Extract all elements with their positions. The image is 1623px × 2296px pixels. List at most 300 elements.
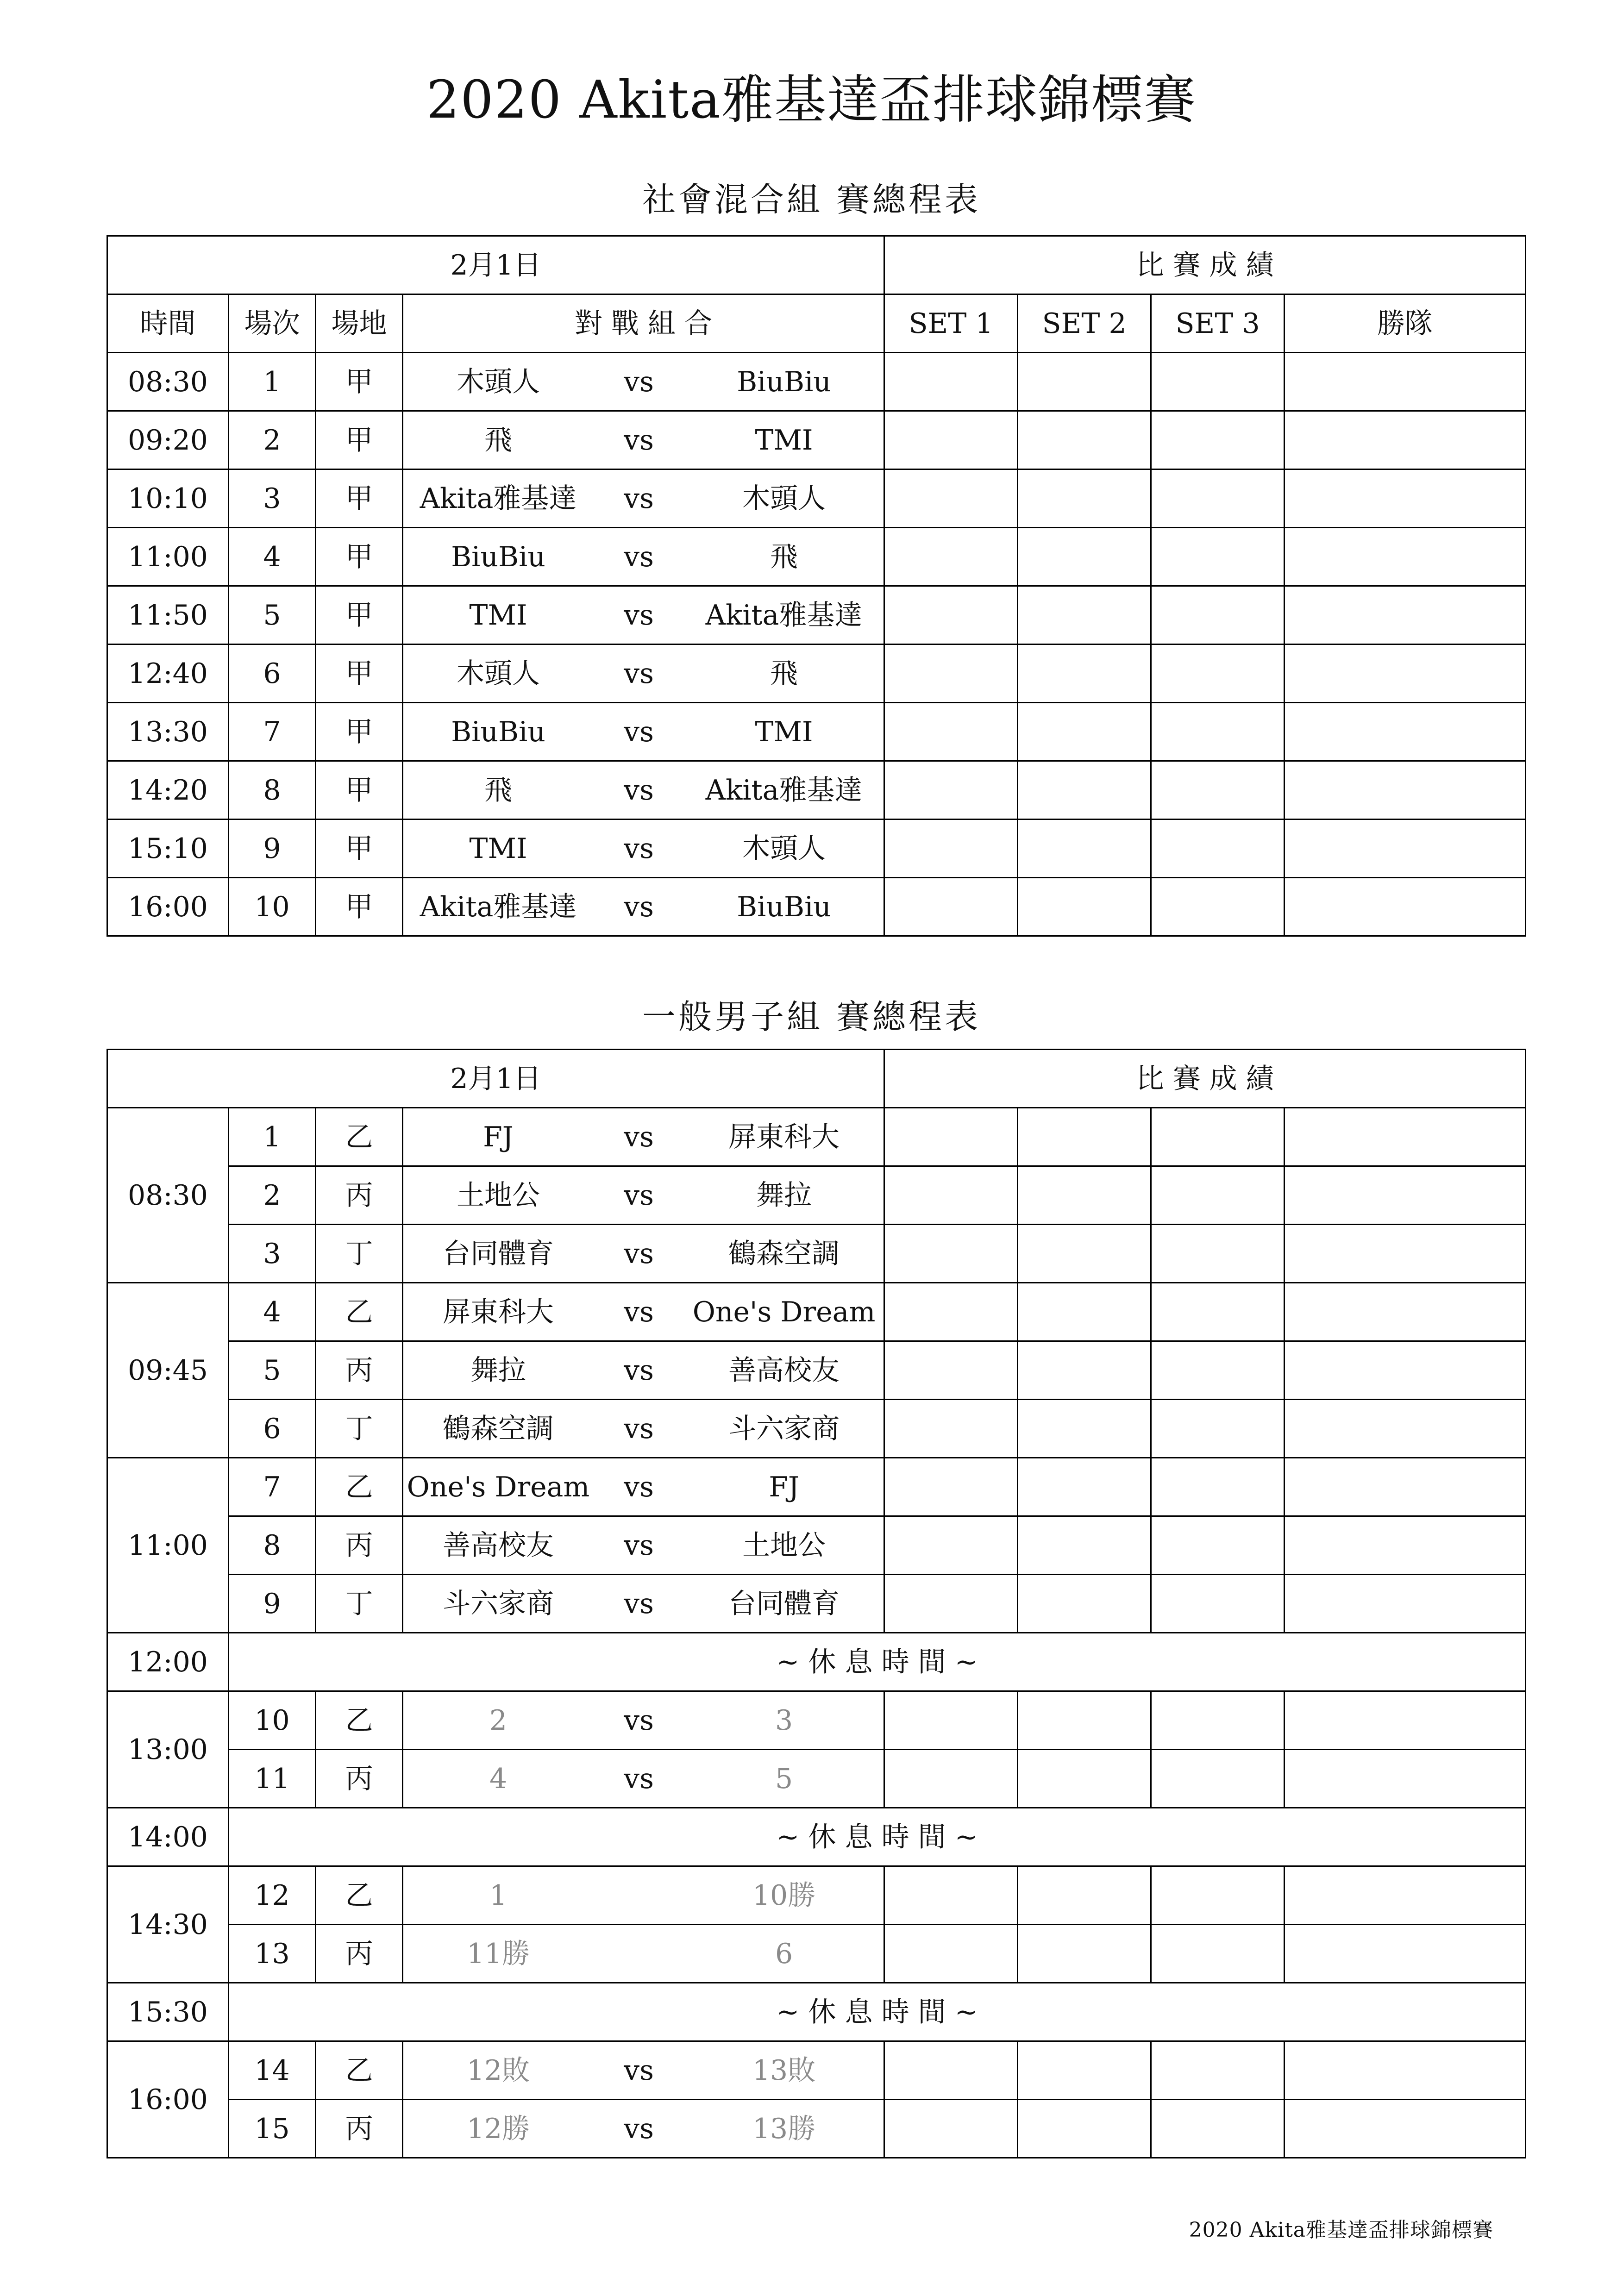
match-no-cell: 1 [229, 1108, 316, 1166]
table-row [107, 644, 1526, 703]
matchup-cell [403, 1400, 884, 1458]
team-a: 1 [489, 1879, 508, 1912]
team-b: 6 [775, 1937, 793, 1970]
set3-score-cell[interactable] [1151, 2100, 1285, 2158]
set3-score-cell[interactable] [1151, 2041, 1285, 2100]
team-a: 土地公 [457, 1179, 540, 1212]
winner-cell[interactable] [1285, 528, 1526, 586]
court-cell: 甲 [316, 820, 403, 878]
vs-label: vs [624, 1179, 654, 1212]
set1-score-cell[interactable] [884, 703, 1018, 761]
set1-score-cell[interactable] [884, 1400, 1018, 1458]
set1-score-cell[interactable] [884, 644, 1018, 703]
court-cell: 丙 [316, 1750, 403, 1808]
mixed-schedule-table [107, 235, 1526, 937]
set1-score-cell[interactable] [884, 820, 1018, 878]
set3-score-cell[interactable] [1151, 1866, 1285, 1925]
header-set2: SET 2 [1018, 294, 1151, 353]
set1-score-cell[interactable] [884, 1750, 1018, 1808]
team-b: 13敗 [752, 2054, 816, 2087]
team-a: BiuBiu [451, 715, 545, 748]
team-b: 舞拉 [756, 1179, 812, 1212]
winner-cell[interactable] [1285, 644, 1526, 703]
set1-score-cell[interactable] [884, 1575, 1018, 1633]
court-cell: 甲 [316, 528, 403, 586]
team-b: FJ [769, 1470, 799, 1503]
team-a: 舞拉 [470, 1354, 526, 1387]
court-cell: 甲 [316, 761, 403, 820]
table-row [107, 1341, 1526, 1400]
set1-score-cell[interactable] [884, 411, 1018, 469]
match-no-cell: 4 [229, 1283, 316, 1341]
set1-score-cell[interactable] [884, 1925, 1018, 1983]
set3-score-cell[interactable] [1151, 1575, 1285, 1633]
set2-score-cell[interactable] [1018, 411, 1151, 469]
matchup-cell [403, 469, 884, 528]
set2-score-cell[interactable] [1018, 1750, 1151, 1808]
team-b: 木頭人 [742, 482, 826, 515]
winner-cell[interactable] [1285, 1516, 1526, 1575]
set1-score-cell[interactable] [884, 1225, 1018, 1283]
team-b: TMI [755, 715, 813, 748]
team-b: 斗六家商 [728, 1412, 840, 1445]
vs-label: vs [624, 424, 654, 457]
team-b: 5 [775, 1762, 793, 1795]
set3-score-cell[interactable] [1151, 761, 1285, 820]
set3-score-cell[interactable] [1151, 1925, 1285, 1983]
men-schedule-table [107, 1049, 1526, 2158]
court-cell: 甲 [316, 878, 403, 936]
team-a: 木頭人 [457, 365, 540, 398]
set2-score-cell[interactable] [1018, 1166, 1151, 1225]
team-b: 土地公 [742, 1529, 826, 1562]
table-row [107, 1575, 1526, 1633]
set3-score-cell[interactable] [1151, 528, 1285, 586]
court-cell: 乙 [316, 1866, 403, 1925]
matchup-cell [403, 1750, 884, 1808]
team-a: Akita雅基達 [420, 890, 577, 923]
winner-cell[interactable] [1285, 1750, 1526, 1808]
set3-score-cell[interactable] [1151, 1166, 1285, 1225]
time-cell: 11:00 [107, 1458, 229, 1633]
table-row [107, 1691, 1526, 1750]
matchup-cell [403, 2041, 884, 2100]
match-no-cell: 4 [229, 528, 316, 586]
set3-score-cell[interactable] [1151, 1283, 1285, 1341]
set3-score-cell[interactable] [1151, 878, 1285, 936]
set2-score-cell[interactable] [1018, 761, 1151, 820]
set1-score-cell[interactable] [884, 353, 1018, 411]
matchup-cell [403, 703, 884, 761]
winner-cell[interactable] [1285, 1400, 1526, 1458]
table-row [107, 1750, 1526, 1808]
matchup-cell [403, 1575, 884, 1633]
winner-cell[interactable] [1285, 1458, 1526, 1516]
court-cell: 丁 [316, 1400, 403, 1458]
matchup-cell [403, 878, 884, 936]
time-cell: 11:50 [107, 586, 229, 644]
set2-score-cell[interactable] [1018, 1225, 1151, 1283]
table-row [107, 1400, 1526, 1458]
break-row [107, 1983, 1526, 2041]
vs-label: vs [624, 1412, 654, 1445]
set3-score-cell[interactable] [1151, 353, 1285, 411]
winner-cell[interactable] [1285, 1866, 1526, 1925]
set2-score-cell[interactable] [1018, 1341, 1151, 1400]
winner-cell[interactable] [1285, 761, 1526, 820]
team-b: 台同體育 [728, 1587, 840, 1620]
vs-label: vs [624, 657, 654, 690]
matchup-cell [403, 411, 884, 469]
set2-score-cell[interactable] [1018, 586, 1151, 644]
match-no-cell: 8 [229, 761, 316, 820]
time-cell: 13:00 [107, 1691, 229, 1808]
time-cell: 15:10 [107, 820, 229, 878]
court-cell: 乙 [316, 1283, 403, 1341]
match-no-cell: 6 [229, 644, 316, 703]
match-no-cell: 12 [229, 1866, 316, 1925]
set2-score-cell[interactable] [1018, 703, 1151, 761]
table-row [107, 1225, 1526, 1283]
mixed-results-header: 比 賽 成 績 [884, 236, 1526, 294]
matchup-cell [403, 1108, 884, 1166]
set1-score-cell[interactable] [884, 1341, 1018, 1400]
set1-score-cell[interactable] [884, 1516, 1018, 1575]
match-no-cell: 7 [229, 1458, 316, 1516]
set2-score-cell[interactable] [1018, 878, 1151, 936]
matchup-cell [403, 1516, 884, 1575]
men-date-cell: 2月1日 [107, 1050, 884, 1108]
set3-score-cell[interactable] [1151, 1225, 1285, 1283]
time-cell: 12:40 [107, 644, 229, 703]
set3-score-cell[interactable] [1151, 1458, 1285, 1516]
table-row [107, 1458, 1526, 1516]
match-no-cell: 11 [229, 1750, 316, 1808]
set1-score-cell[interactable] [884, 586, 1018, 644]
set3-score-cell[interactable] [1151, 1400, 1285, 1458]
vs-label: vs [624, 2054, 654, 2087]
table-row [107, 528, 1526, 586]
court-cell: 丙 [316, 1341, 403, 1400]
team-b: 鶴森空調 [728, 1237, 840, 1270]
set1-score-cell[interactable] [884, 2041, 1018, 2100]
winner-cell[interactable] [1285, 1691, 1526, 1750]
set1-score-cell[interactable] [884, 528, 1018, 586]
header-set1: SET 1 [884, 294, 1018, 353]
team-b: BiuBiu [737, 890, 831, 923]
set2-score-cell[interactable] [1018, 1516, 1151, 1575]
table-row [107, 469, 1526, 528]
match-no-cell: 8 [229, 1516, 316, 1575]
set3-score-cell[interactable] [1151, 1108, 1285, 1166]
table-row [107, 2100, 1526, 2158]
break-time-cell: 14:00 [107, 1808, 229, 1866]
set1-score-cell[interactable] [884, 1283, 1018, 1341]
set3-score-cell[interactable] [1151, 703, 1285, 761]
set2-score-cell[interactable] [1018, 1458, 1151, 1516]
matchup-cell [403, 2100, 884, 2158]
winner-cell[interactable] [1285, 820, 1526, 878]
team-b: TMI [755, 424, 813, 457]
winner-cell[interactable] [1285, 1283, 1526, 1341]
matchup-cell [403, 1166, 884, 1225]
winner-cell[interactable] [1285, 411, 1526, 469]
table-row [107, 586, 1526, 644]
header-court: 場地 [316, 294, 403, 353]
set1-score-cell[interactable] [884, 761, 1018, 820]
team-b: 飛 [770, 657, 798, 690]
table-row [107, 2041, 1526, 2100]
winner-cell[interactable] [1285, 1341, 1526, 1400]
vs-label: vs [624, 482, 654, 515]
mixed-date-row [107, 236, 1526, 294]
team-a: 屏東科大 [443, 1295, 554, 1328]
break-row [107, 1808, 1526, 1866]
break-label-cell: ~ 休 息 時 間 ~ [229, 1808, 1526, 1866]
table-row [107, 1283, 1526, 1341]
set2-score-cell[interactable] [1018, 1108, 1151, 1166]
set1-score-cell[interactable] [884, 2100, 1018, 2158]
team-a: 飛 [484, 424, 512, 457]
team-b: Akita雅基達 [705, 599, 863, 632]
court-cell: 丙 [316, 2100, 403, 2158]
team-a: TMI [469, 832, 527, 865]
team-a: 飛 [484, 774, 512, 807]
set3-score-cell[interactable] [1151, 644, 1285, 703]
court-cell: 丁 [316, 1225, 403, 1283]
set2-score-cell[interactable] [1018, 1283, 1151, 1341]
match-no-cell: 10 [229, 1691, 316, 1750]
winner-cell[interactable] [1285, 1108, 1526, 1166]
team-a: 斗六家商 [443, 1587, 554, 1620]
set2-score-cell[interactable] [1018, 1925, 1151, 1983]
matchup-cell [403, 644, 884, 703]
team-a: 善高校友 [443, 1529, 554, 1562]
match-no-cell: 2 [229, 411, 316, 469]
matchup-cell [403, 820, 884, 878]
time-cell: 08:30 [107, 353, 229, 411]
table-row [107, 1166, 1526, 1225]
matchup-cell [403, 761, 884, 820]
vs-label: vs [624, 1762, 654, 1795]
winner-cell[interactable] [1285, 469, 1526, 528]
team-a: 12勝 [466, 2112, 530, 2145]
header-matchup: 對 戰 組 合 [403, 294, 884, 353]
time-cell: 16:00 [107, 878, 229, 936]
court-cell: 甲 [316, 469, 403, 528]
team-a: 鶴森空調 [443, 1412, 554, 1445]
court-cell: 乙 [316, 2041, 403, 2100]
table-row [107, 1866, 1526, 1925]
set2-score-cell[interactable] [1018, 353, 1151, 411]
time-cell: 14:30 [107, 1866, 229, 1983]
set1-score-cell[interactable] [884, 1866, 1018, 1925]
set1-score-cell[interactable] [884, 1691, 1018, 1750]
team-a: 4 [489, 1762, 508, 1795]
table-row [107, 703, 1526, 761]
team-a: 2 [489, 1704, 508, 1737]
vs-label: vs [624, 540, 654, 573]
matchup-cell [403, 353, 884, 411]
table-row [107, 1516, 1526, 1575]
vs-label: vs [624, 715, 654, 748]
team-a: FJ [483, 1120, 514, 1153]
set1-score-cell[interactable] [884, 1108, 1018, 1166]
court-cell: 甲 [316, 644, 403, 703]
set1-score-cell[interactable] [884, 469, 1018, 528]
court-cell: 甲 [316, 353, 403, 411]
match-no-cell: 6 [229, 1400, 316, 1458]
winner-cell[interactable] [1285, 1166, 1526, 1225]
court-cell: 乙 [316, 1108, 403, 1166]
set3-score-cell[interactable] [1151, 1691, 1285, 1750]
set3-score-cell[interactable] [1151, 1750, 1285, 1808]
court-cell: 乙 [316, 1458, 403, 1516]
break-row [107, 1633, 1526, 1691]
match-no-cell: 13 [229, 1925, 316, 1983]
table-row [107, 878, 1526, 936]
matchup-cell [403, 1341, 884, 1400]
vs-label: vs [624, 1587, 654, 1620]
set3-score-cell[interactable] [1151, 1516, 1285, 1575]
winner-cell[interactable] [1285, 1575, 1526, 1633]
matchup-cell [403, 1866, 884, 1925]
set2-score-cell[interactable] [1018, 1866, 1151, 1925]
set2-score-cell[interactable] [1018, 528, 1151, 586]
table-row [107, 411, 1526, 469]
winner-cell[interactable] [1285, 878, 1526, 936]
vs-label: vs [624, 774, 654, 807]
time-cell: 10:10 [107, 469, 229, 528]
court-cell: 丙 [316, 1925, 403, 1983]
set3-score-cell[interactable] [1151, 586, 1285, 644]
vs-label: vs [624, 1120, 654, 1153]
vs-label: vs [624, 890, 654, 923]
team-b: 10勝 [752, 1879, 816, 1912]
time-cell: 14:20 [107, 761, 229, 820]
set3-score-cell[interactable] [1151, 820, 1285, 878]
set3-score-cell[interactable] [1151, 469, 1285, 528]
set3-score-cell[interactable] [1151, 1341, 1285, 1400]
header-match-no: 場次 [229, 294, 316, 353]
match-no-cell: 9 [229, 820, 316, 878]
match-no-cell: 9 [229, 1575, 316, 1633]
match-no-cell: 3 [229, 469, 316, 528]
match-no-cell: 3 [229, 1225, 316, 1283]
winner-cell[interactable] [1285, 2041, 1526, 2100]
time-cell: 13:30 [107, 703, 229, 761]
winner-cell[interactable] [1285, 2100, 1526, 2158]
men-section-title: 一般男子組 賽總程表 [642, 997, 981, 1036]
vs-label: vs [624, 1529, 654, 1562]
team-a: Akita雅基達 [420, 482, 577, 515]
court-cell: 丙 [316, 1516, 403, 1575]
team-b: BiuBiu [737, 365, 831, 398]
vs-label: vs [624, 1704, 654, 1737]
team-a: 11勝 [466, 1937, 530, 1970]
mixed-column-header-row [107, 294, 1526, 353]
table-row [107, 1108, 1526, 1166]
time-cell: 08:30 [107, 1108, 229, 1283]
time-cell: 11:00 [107, 528, 229, 586]
match-no-cell: 1 [229, 353, 316, 411]
vs-label: vs [624, 1295, 654, 1328]
match-no-cell: 5 [229, 586, 316, 644]
set2-score-cell[interactable] [1018, 1400, 1151, 1458]
vs-label: vs [624, 1354, 654, 1387]
matchup-cell [403, 1458, 884, 1516]
winner-cell[interactable] [1285, 703, 1526, 761]
matchup-cell [403, 528, 884, 586]
match-no-cell: 2 [229, 1166, 316, 1225]
court-cell: 丁 [316, 1575, 403, 1633]
team-b: 木頭人 [742, 832, 826, 865]
court-cell: 丙 [316, 1166, 403, 1225]
set2-score-cell[interactable] [1018, 644, 1151, 703]
set2-score-cell[interactable] [1018, 1691, 1151, 1750]
winner-cell[interactable] [1285, 586, 1526, 644]
team-b: One's Dream [692, 1295, 876, 1328]
team-a: 木頭人 [457, 657, 540, 690]
set2-score-cell[interactable] [1018, 2100, 1151, 2158]
team-a: BiuBiu [451, 540, 545, 573]
page-title: 2020 Akita雅基達盃排球錦標賽 [426, 70, 1197, 130]
set1-score-cell[interactable] [884, 878, 1018, 936]
winner-cell[interactable] [1285, 1225, 1526, 1283]
mixed-section-title: 社會混合組 賽總程表 [642, 180, 981, 219]
team-b: Akita雅基達 [705, 774, 863, 807]
court-cell: 甲 [316, 411, 403, 469]
set2-score-cell[interactable] [1018, 1575, 1151, 1633]
set1-score-cell[interactable] [884, 1166, 1018, 1225]
winner-cell[interactable] [1285, 1925, 1526, 1983]
court-cell: 乙 [316, 1691, 403, 1750]
team-a: One's Dream [407, 1470, 590, 1503]
vs-label: vs [624, 1470, 654, 1503]
team-b: 3 [775, 1704, 793, 1737]
vs-label: vs [624, 1237, 654, 1270]
set2-score-cell[interactable] [1018, 469, 1151, 528]
men-date-row [107, 1050, 1526, 1108]
matchup-cell [403, 586, 884, 644]
time-cell: 16:00 [107, 2041, 229, 2158]
matchup-cell [403, 1283, 884, 1341]
matchup-cell [403, 1925, 884, 1983]
break-label-cell: ~ 休 息 時 間 ~ [229, 1633, 1526, 1691]
matchup-cell [403, 1691, 884, 1750]
match-no-cell: 5 [229, 1341, 316, 1400]
men-results-header: 比 賽 成 績 [884, 1050, 1526, 1108]
team-b: 飛 [770, 540, 798, 573]
header-set3: SET 3 [1151, 294, 1285, 353]
set1-score-cell[interactable] [884, 1458, 1018, 1516]
vs-label: vs [624, 365, 654, 398]
team-a: 台同體育 [443, 1237, 554, 1270]
set3-score-cell[interactable] [1151, 411, 1285, 469]
mixed-date-cell: 2月1日 [107, 236, 884, 294]
team-b: 善高校友 [728, 1354, 840, 1387]
time-cell: 09:45 [107, 1283, 229, 1458]
set2-score-cell[interactable] [1018, 820, 1151, 878]
match-no-cell: 7 [229, 703, 316, 761]
table-row [107, 820, 1526, 878]
court-cell: 甲 [316, 703, 403, 761]
vs-label: vs [624, 599, 654, 632]
header-time: 時間 [107, 294, 229, 353]
winner-cell[interactable] [1285, 353, 1526, 411]
set2-score-cell[interactable] [1018, 2041, 1151, 2100]
team-b: 屏東科大 [728, 1120, 840, 1153]
